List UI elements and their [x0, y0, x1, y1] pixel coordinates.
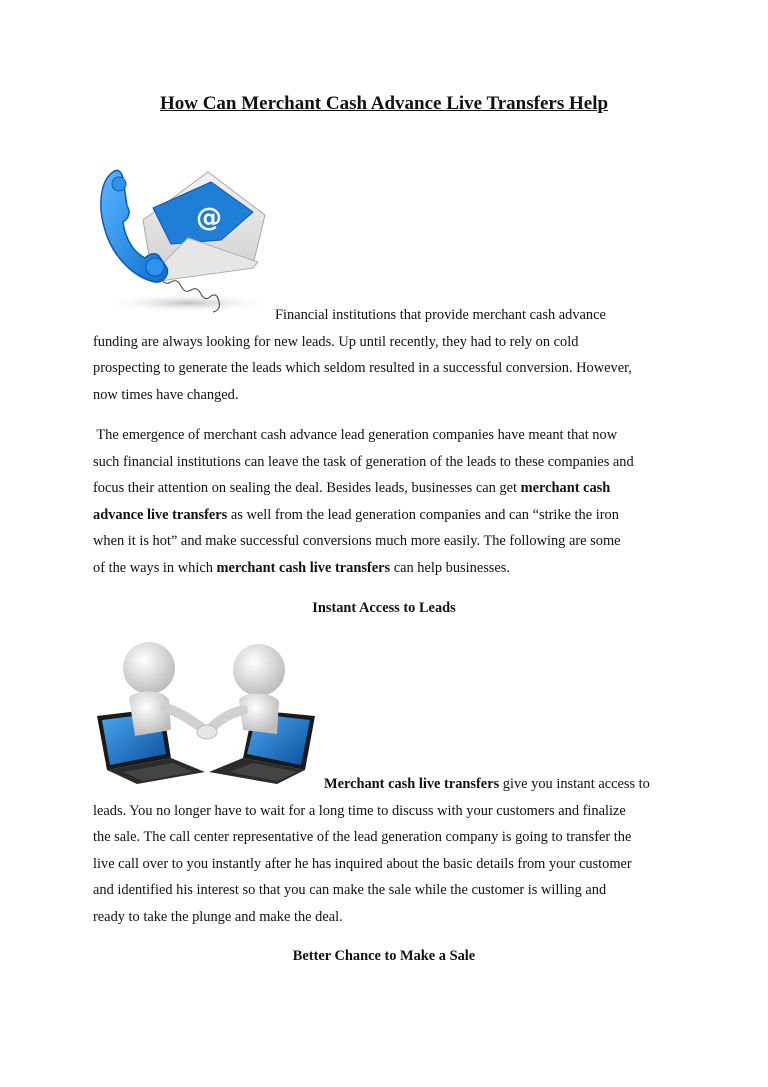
page-title: How Can Merchant Cash Advance Live Transfers Help [159, 93, 609, 114]
bold-keyword: advance live transfers [93, 506, 228, 523]
svg-text:@: @ [196, 203, 222, 233]
emergence-paragraph [93, 422, 693, 581]
paragraph-line: ready to take the plunge and make the deal. [93, 908, 343, 925]
bold-keyword: merchant cash live transfers [216, 559, 391, 576]
paragraph-line: such financial institutions can leave the task of generation of the leads to these companies and [93, 453, 634, 470]
instant-access-paragraph [93, 771, 693, 930]
paragraph-line: and identified his interest so that you can make the sale while the customer is willing and [93, 882, 607, 898]
line-text: give you instant access to [499, 776, 650, 792]
paragraph-line [93, 555, 693, 582]
paragraph-line [93, 771, 693, 798]
paragraph-line: when it is hot” and make successful conversions much more easily. The following are some [93, 533, 621, 549]
paragraph-line: prospecting to generate the leads which seldom resulted in a successful conversion. However, [93, 360, 632, 376]
paragraph-line: leads. You no longer have to wait for a long time to discuss with your customers and finalize [93, 802, 626, 819]
phone-and-email-icon [93, 160, 273, 320]
paragraph-line: now times have changed. [93, 386, 239, 403]
line-text: of the ways in which [93, 559, 217, 576]
handshake-laptops-icon [93, 638, 323, 786]
section-heading-better-chance: Better Chance to Make a Sale [292, 948, 476, 964]
line-text: as well from the lead generation companies and can “strike the iron [227, 506, 619, 523]
paragraph-line: funding are always looking for new leads. Up until recently, they had to rely on cold [93, 333, 579, 350]
paragraph-line: The emergence of merchant cash advance lead generation companies have meant that now [93, 427, 618, 443]
bold-keyword: Merchant cash live transfers [324, 776, 500, 792]
intro-paragraph [93, 302, 693, 408]
paragraph-line: live call over to you instantly after he has inquired about the basic details from your customer [93, 855, 632, 872]
paragraph-line: the sale. The call center representative of the lead generation company is going to transfer the [93, 829, 632, 845]
line-text: focus their attention on sealing the deal. Besides leads, businesses can get [93, 480, 521, 496]
paragraph-line: Financial institutions that provide merchant cash advance [275, 307, 606, 323]
paragraph-line [93, 502, 693, 529]
paragraph-line [93, 475, 693, 502]
bold-keyword: merchant cash [520, 480, 611, 496]
section-heading-instant-access: Instant Access to Leads [312, 600, 456, 616]
line-text: can help businesses. [390, 559, 510, 576]
